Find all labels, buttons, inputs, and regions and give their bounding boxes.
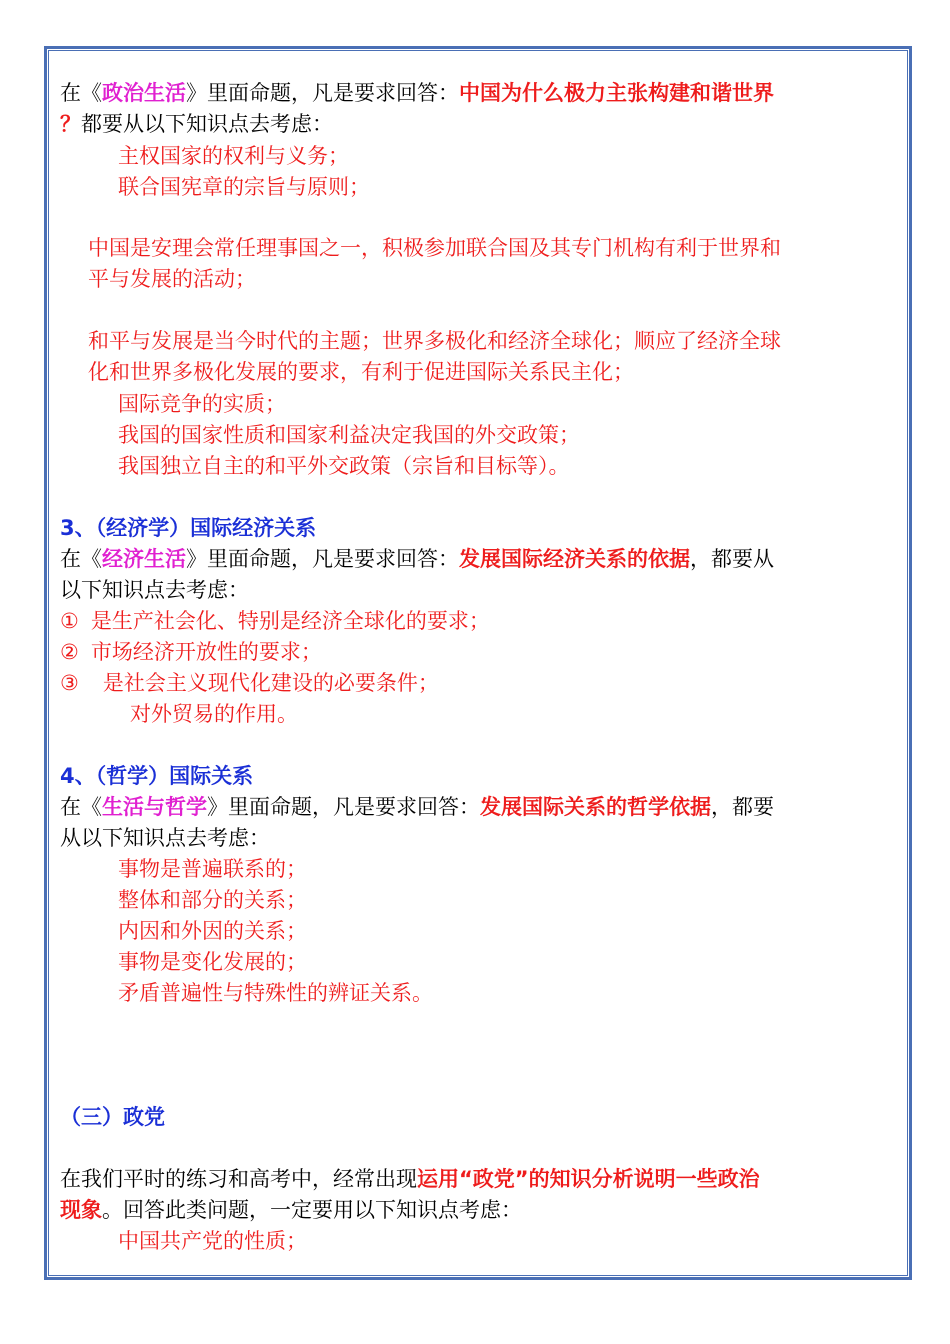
list-item: 联合国宪章的宗旨与原则；	[118, 175, 370, 199]
book-title: 政治生活	[102, 81, 186, 105]
text: 》里面命题，凡是要求回答：	[186, 547, 459, 571]
list-item: 事物是普遍联系的；	[118, 857, 307, 881]
text: 都要从以下知识点去考虑：	[81, 112, 333, 136]
key-question: ？	[60, 112, 81, 136]
section-heading: 4、（哲学）国际关系	[60, 764, 254, 788]
list-item: 国际竞争的实质；	[118, 392, 286, 416]
key-question: 发展国际关系的哲学依据	[480, 795, 711, 819]
phil-question-line-1	[60, 792, 774, 822]
key-question: 现象	[60, 1198, 102, 1222]
text: 在《	[60, 795, 102, 819]
text: 在《	[60, 547, 102, 571]
list-item: 内因和外因的关系；	[118, 919, 307, 943]
text: 在我们平时的练习和高考中，经常出现	[60, 1167, 417, 1191]
paragraph-line: 化和世界多极化发展的要求，有利于促进国际关系民主化；	[88, 360, 634, 384]
list-item: 我国独立自主的和平外交政策（宗旨和目标等）。	[118, 454, 570, 478]
party-question-line-1	[60, 1164, 760, 1194]
numbered-item	[60, 668, 439, 698]
item-text: 是生产社会化、特别是经济全球化的要求；	[90, 609, 490, 633]
politics-question-line-1	[60, 78, 774, 108]
numbered-item	[60, 637, 322, 667]
paragraph-line: 平与发展的活动；	[88, 267, 256, 291]
numbered-item	[60, 606, 490, 636]
key-question: 发展国际经济关系的依据	[459, 547, 690, 571]
item-number: ①	[60, 609, 79, 633]
book-title: 生活与哲学	[102, 795, 207, 819]
text: 》里面命题，凡是要求回答：	[186, 81, 459, 105]
list-item: 事物是变化发展的；	[118, 950, 307, 974]
paragraph-line: 以下知识点去考虑：	[60, 578, 249, 602]
item-number: ③	[60, 671, 79, 695]
item-number: ②	[60, 640, 79, 664]
list-item: 矛盾普遍性与特殊性的辨证关系。	[118, 981, 433, 1005]
item-text: 市场经济开放性的要求；	[90, 640, 322, 664]
econ-question-line-1	[60, 544, 774, 574]
key-question: 中国为什么极力主张构建和谐世界	[459, 81, 774, 105]
list-item: 中国共产党的性质；	[118, 1229, 307, 1253]
paragraph-line: 和平与发展是当今时代的主题；世界多极化和经济全球化；顺应了经济全球	[88, 329, 781, 353]
section-heading: （三）政党	[60, 1105, 165, 1129]
book-title: 经济生活	[102, 547, 186, 571]
paragraph-line: 从以下知识点去考虑：	[60, 826, 270, 850]
key-question: 运用“政党”的知识分析说明一些政治	[417, 1167, 760, 1191]
list-item: 主权国家的权利与义务；	[118, 144, 349, 168]
text: 》里面命题，凡是要求回答：	[207, 795, 480, 819]
text: ，都要从	[690, 547, 774, 571]
list-item: 我国的国家性质和国家利益决定我国的外交政策；	[118, 423, 580, 447]
list-item: 整体和部分的关系；	[118, 888, 307, 912]
item-text: 是社会主义现代化建设的必要条件；	[102, 671, 439, 695]
politics-question-line-2	[60, 109, 333, 139]
party-question-line-2	[60, 1195, 522, 1225]
section-heading: 3、（经济学）国际经济关系	[60, 516, 317, 540]
text: ，都要	[711, 795, 774, 819]
text: 。回答此类问题，一定要用以下知识点考虑：	[102, 1198, 522, 1222]
paragraph-line: 中国是安理会常任理事国之一，积极参加联合国及其专门机构有利于世界和	[88, 236, 781, 260]
list-item: 对外贸易的作用。	[130, 702, 298, 726]
text: 在《	[60, 81, 102, 105]
